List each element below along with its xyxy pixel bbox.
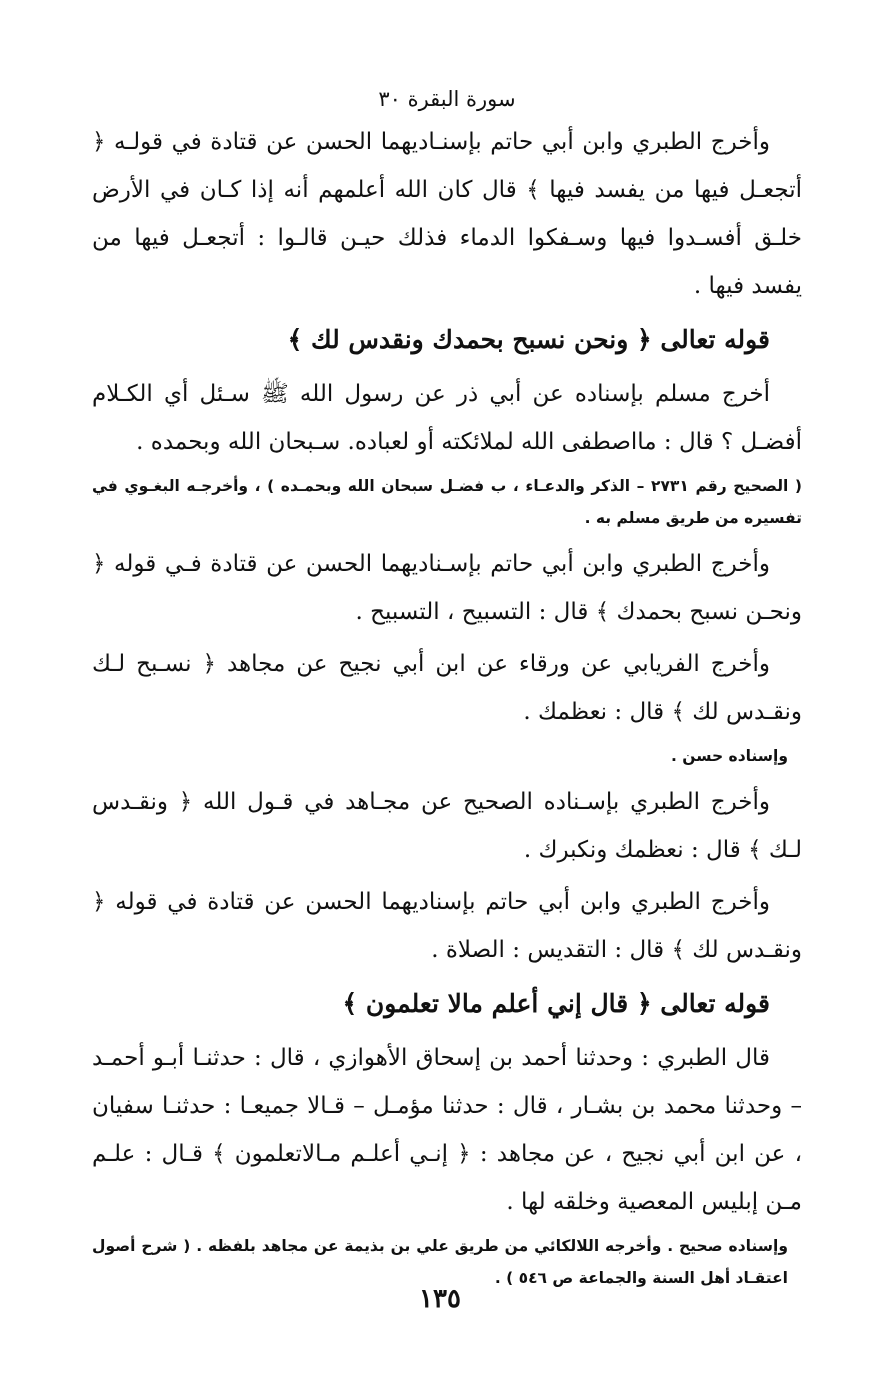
footnote-sahih-reference: ( الصحيح رقم ٢٧٣١ – الذكر والدعـاء ، ب فضـل سبحان الله وبحمـده ) ، وأخرجـه البغـوي في تفسيره من طريق مسلم به . xyxy=(92,477,803,527)
paragraph-tabari-qatada-2: وأخرج الطبري وابن أبي حاتم بإسـناديهما الحسن عن قتادة فـي قوله ﴿ ونحـن نسبح بحمدك ﴾ قال : التسبيح ، التسبيح . xyxy=(92,551,802,625)
paragraph-tabari-ahwazi: قال الطبري : وحدثنا أحمد بن إسحاق الأهوازي ، قال : حدثنـا أبـو أحمـد – وحدثنا محمد بن بشـار ، قال : حدثنا مؤمـل – قـالا جميعـا : حدثنـا سفيان ، عن ابن أبي نجيح ، عن مجاهد : ﴿ إنـي أعلـم مـالاتعلمون ﴾ قـال : علـم مـن إبليس المعصية وخلقه لها . xyxy=(92,1045,802,1215)
section-heading-tasbih: قوله تعالى ﴿ ونحن نسبح بحمدك ونقدس لك ﴾ xyxy=(287,325,770,354)
paragraph-tabari-qatada-3: وأخرج الطبري وابن أبي حاتم بإسناديهما الحسن عن قتادة في قوله ﴿ ونقـدس لك ﴾ قال : التقديس : الصلاة . xyxy=(92,889,802,963)
page-number: ١٣٥ xyxy=(419,1284,461,1314)
note-isnad-hasan: وإسناده حسن . xyxy=(670,747,788,765)
section-heading-alam: قوله تعالى ﴿ قال إني أعلم مالا تعلمون ﴾ xyxy=(342,989,770,1018)
paragraph-muslim-hadith: أخرج مسلم بإسناده عن أبي ذر عن رسول الله ﷺ سـئل أي الكـلام أفضـل ؟ قال : مااصطفى الله لملائكته أو لعباده. سـبحان الله وبحمده . xyxy=(92,381,802,455)
running-header: سورة البقرة ٣٠ xyxy=(378,87,516,111)
paragraph-tabari-qatada-1: وأخرج الطبري وابن أبي حاتم بإسنـاديهما الحسن عن قتادة في قولـه ﴿ أتجعـل فيها من يفسد فيها ﴾ قال كان الله أعلمهم أنه إذا كـان في الأرض خلـق أفسـدوا فيها وسـفكوا الدماء فذلك حيـن قالـوا : أتجعـل فيها من يفسد فيها . xyxy=(92,129,802,299)
paragraph-tabari-mujahid: وأخرج الطبري بإسـناده الصحيح عن مجـاهد في قـول الله ﴿ ونقـدس لـك ﴾ قال : نعظمك ونكبرك . xyxy=(92,789,802,863)
paragraph-faryabi: وأخرج الفريابي عن ورقاء عن ابن أبي نجيح عن مجاهد ﴿ نسـبح لـك ونقـدس لك ﴾ قال : نعظمك . xyxy=(92,651,802,725)
note-lalakai-reference: وإسناده صحيح . وأخرجه اللالكائي من طريق علي بن بذيمة عن مجاهد بلفظه . ( شرح أصول اعتقـاد أهل السنة والجماعة ص ٥٤٦ ) . xyxy=(92,1237,788,1287)
